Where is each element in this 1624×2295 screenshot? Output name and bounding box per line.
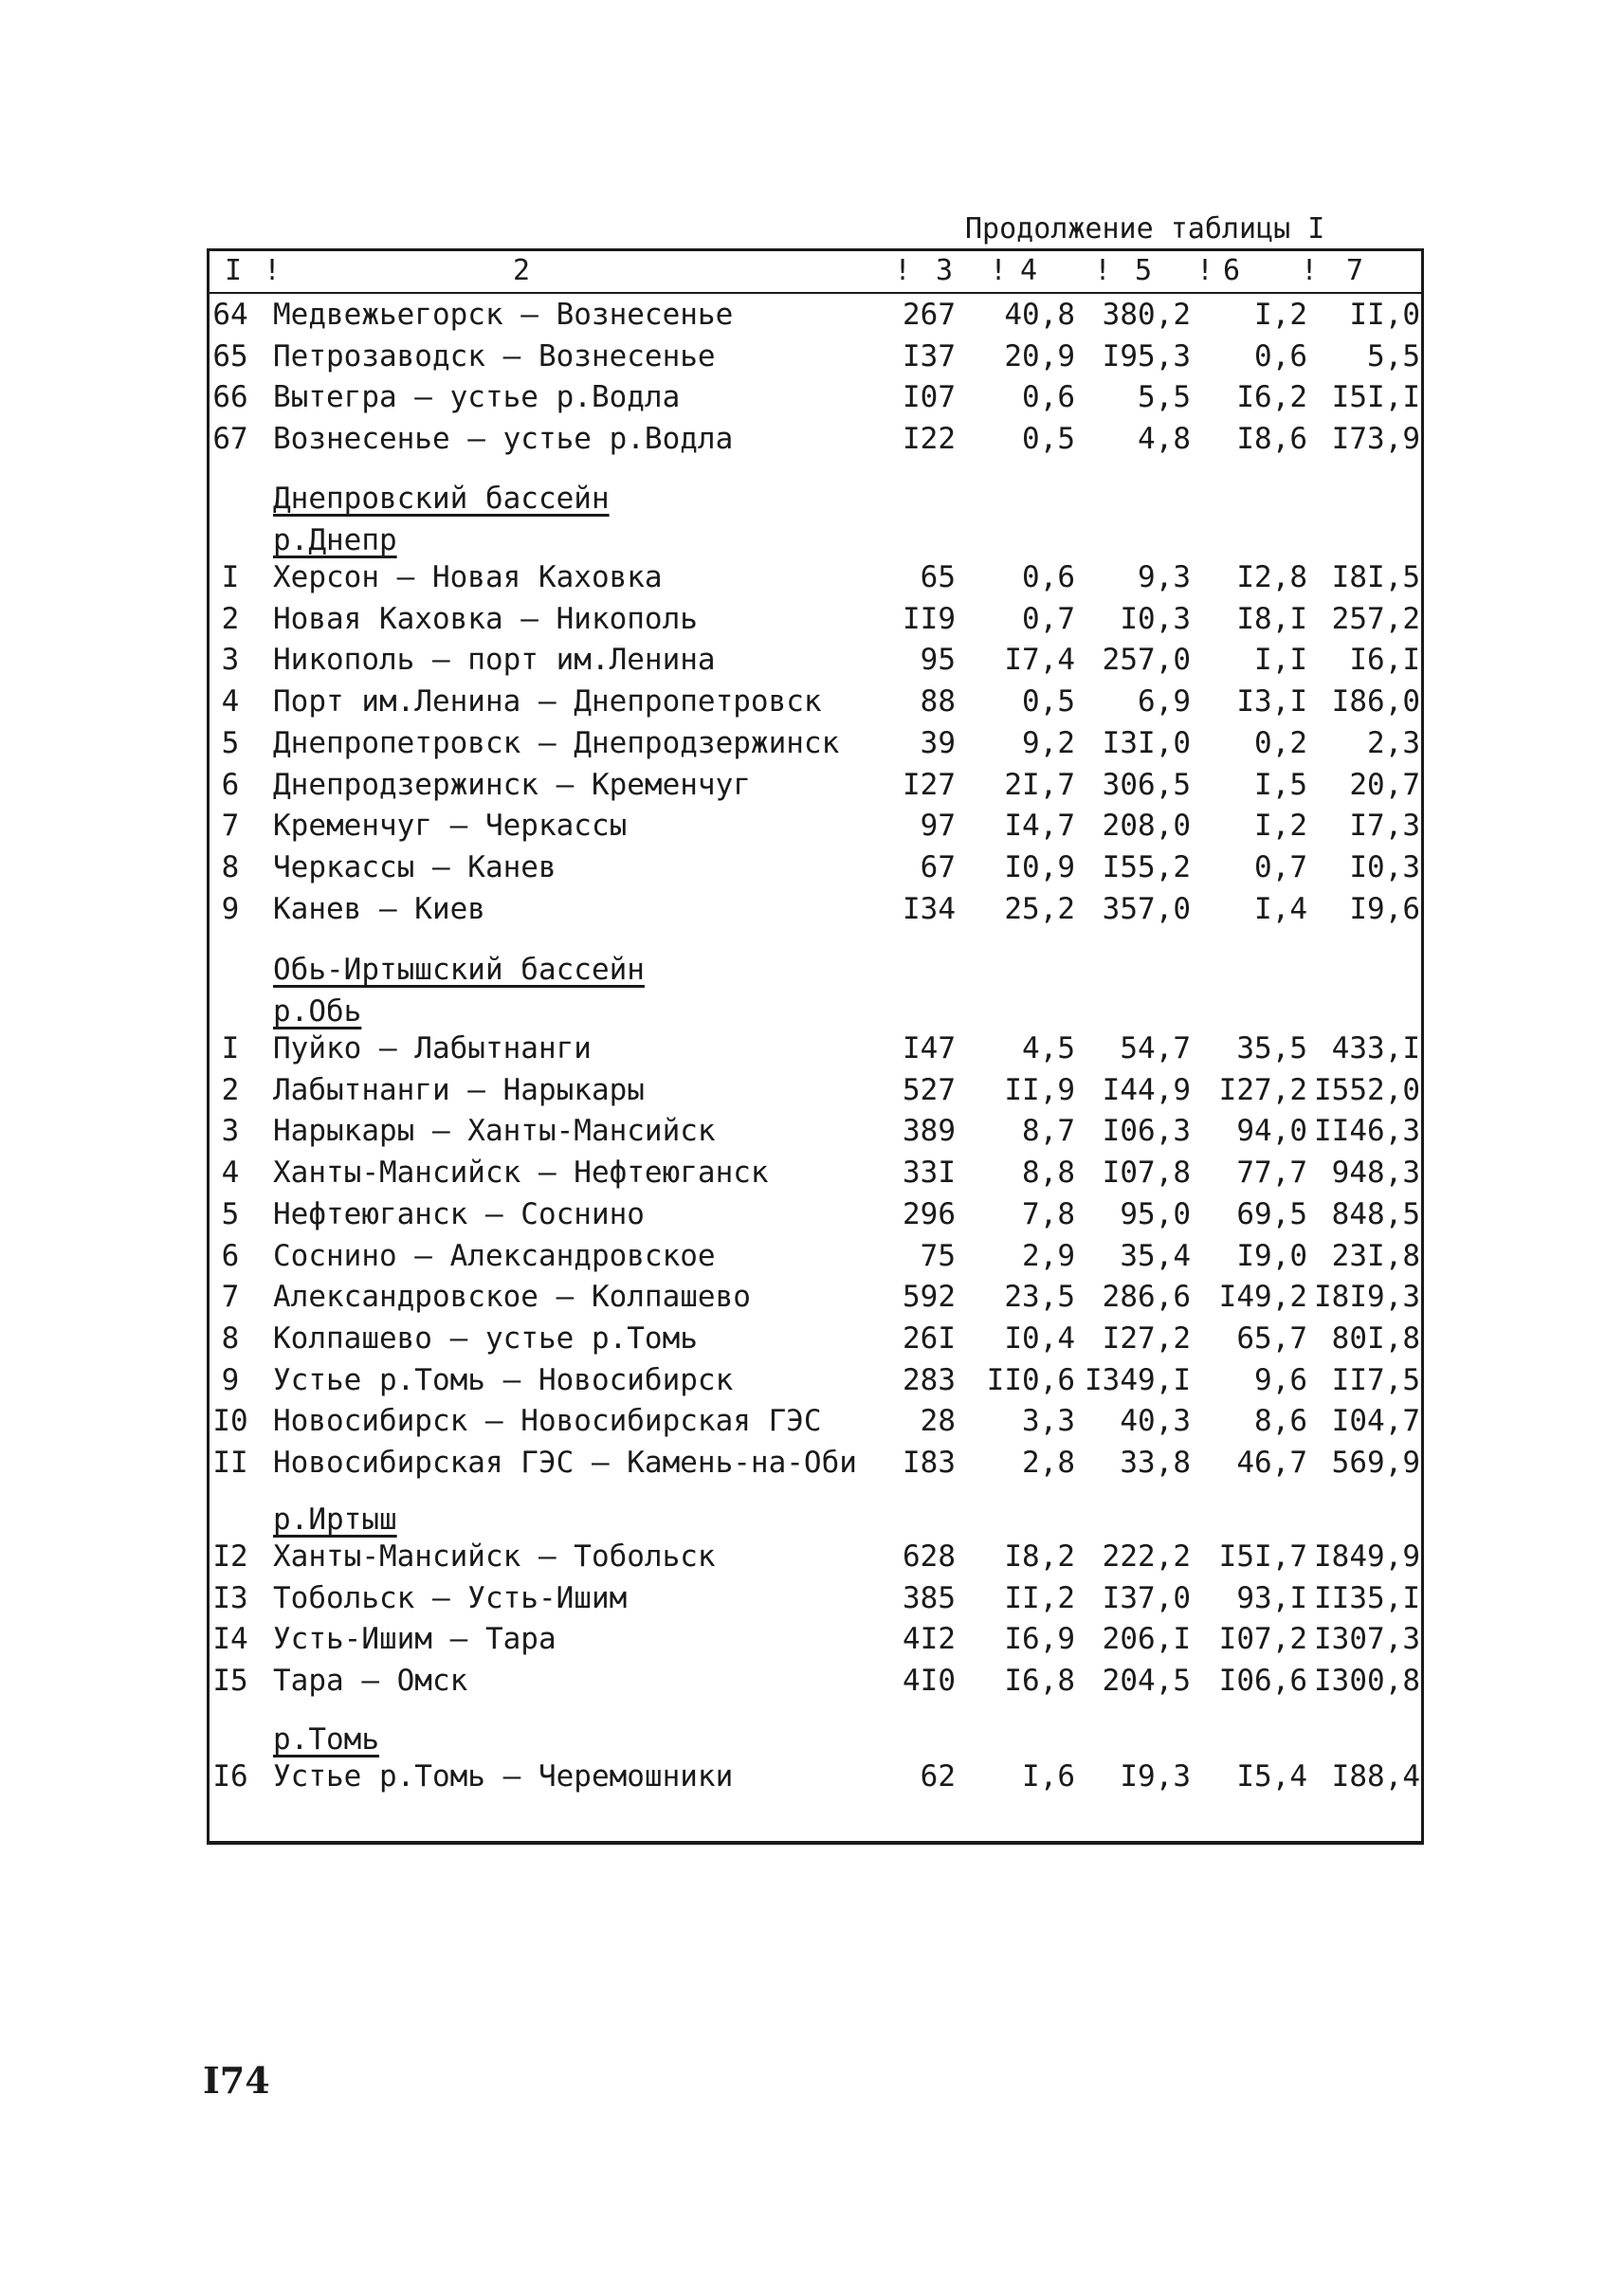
route-name: Днепропетровск – Днепродзержинск <box>273 725 840 760</box>
route-name: Лабытнанги – Нарыкары <box>273 1072 645 1107</box>
cell-col-6: I5,4 <box>1236 1759 1307 1794</box>
cell-col-3: II9 <box>903 601 956 636</box>
route-name: Херсон – Новая Каховка <box>273 560 663 594</box>
section-heading: р.Обь <box>273 994 362 1029</box>
cell-col-7: I86,0 <box>1331 684 1420 719</box>
cell-col-5: 257,0 <box>1102 643 1191 678</box>
route-name: Устье р.Томь – Новосибирск <box>273 1362 734 1397</box>
cell-col-7: II46,3 <box>1314 1114 1420 1149</box>
table-row <box>207 339 1424 377</box>
cell-col-5: I9,3 <box>1120 1759 1191 1794</box>
route-name: Канев – Киев <box>273 891 485 926</box>
cell-col-7: 80I,8 <box>1331 1321 1420 1356</box>
header-col-3: 3 <box>936 254 954 287</box>
row-number: 3 <box>221 643 240 678</box>
cell-col-5: 206,I <box>1102 1622 1191 1657</box>
table-row <box>207 380 1424 418</box>
cell-col-7: 848,5 <box>1331 1196 1420 1231</box>
row-number: 5 <box>221 1196 240 1231</box>
cell-col-5: I37,0 <box>1102 1580 1191 1615</box>
cell-col-6: I,2 <box>1254 298 1307 332</box>
cell-col-3: 95 <box>920 643 956 678</box>
table-row <box>207 1759 1424 1797</box>
cell-col-6: I,5 <box>1254 767 1307 802</box>
header-col-1: I <box>225 254 243 287</box>
cell-col-3: 62 <box>920 1759 956 1794</box>
table-row <box>207 422 1424 460</box>
cell-col-6: I49,2 <box>1218 1280 1307 1315</box>
cell-col-7: I73,9 <box>1331 422 1420 457</box>
row-number: 67 <box>212 422 248 457</box>
route-name: Никополь – порт им.Ленина <box>273 643 716 678</box>
table-row <box>207 809 1424 847</box>
cell-col-7: I8I,5 <box>1331 560 1420 594</box>
cell-col-5: 357,0 <box>1102 891 1191 926</box>
cell-col-3: 75 <box>920 1238 956 1273</box>
cell-col-3: 267 <box>903 298 956 332</box>
cell-col-5: 54,7 <box>1120 1031 1191 1066</box>
cell-col-6: 8,6 <box>1254 1404 1307 1439</box>
table-row <box>207 1197 1424 1235</box>
row-number: I <box>221 1031 240 1066</box>
cell-col-5: I06,3 <box>1102 1114 1191 1149</box>
route-name: Пуйко – Лабытнанги <box>273 1031 592 1066</box>
cell-col-3: 4I0 <box>903 1664 956 1699</box>
row-number: 4 <box>221 1156 240 1191</box>
table-row <box>207 1539 1424 1577</box>
cell-col-5: 33,8 <box>1120 1446 1191 1480</box>
row-number: 6 <box>221 1238 240 1273</box>
table-row <box>207 1446 1424 1484</box>
row-number: 5 <box>221 725 240 760</box>
cell-col-6: I9,0 <box>1236 1238 1307 1273</box>
cell-col-7: I0,3 <box>1349 849 1420 884</box>
cell-col-5: 208,0 <box>1102 809 1191 844</box>
cell-col-3: I37 <box>903 338 956 373</box>
row-number: 3 <box>221 1114 240 1149</box>
cell-col-3: 33I <box>903 1156 956 1191</box>
route-name: Ханты-Мансийск – Тобольск <box>273 1539 716 1574</box>
row-number: I4 <box>212 1622 248 1657</box>
route-name: Кременчуг – Черкассы <box>273 809 628 844</box>
row-number: 4 <box>221 684 240 719</box>
row-number: 2 <box>221 601 240 636</box>
cell-col-6: 35,5 <box>1236 1031 1307 1066</box>
table-caption: Продолжение таблицы I <box>965 212 1325 246</box>
cell-col-7: I04,7 <box>1331 1404 1420 1439</box>
row-number: I <box>221 560 240 594</box>
cell-col-7: 569,9 <box>1331 1446 1420 1480</box>
cell-col-4: I6,9 <box>1004 1622 1075 1657</box>
cell-col-3: I47 <box>903 1031 956 1066</box>
route-name: Черкассы – Канев <box>273 849 557 884</box>
header-separator: ! <box>1196 254 1214 287</box>
cell-col-6: 65,7 <box>1236 1321 1307 1356</box>
cell-col-4: 0,6 <box>1022 560 1075 594</box>
cell-col-5: I349,I <box>1085 1362 1191 1397</box>
route-name: Нарыкары – Ханты-Мансийск <box>273 1114 716 1149</box>
cell-col-3: 527 <box>903 1072 956 1107</box>
row-number: 66 <box>212 380 248 415</box>
cell-col-6: 77,7 <box>1236 1156 1307 1191</box>
cell-col-3: 4I2 <box>903 1622 956 1657</box>
table-row <box>207 1031 1424 1069</box>
cell-col-4: 0,5 <box>1022 684 1075 719</box>
cell-col-7: I7,3 <box>1349 809 1420 844</box>
cell-col-5: 95,0 <box>1120 1196 1191 1231</box>
cell-col-6: 69,5 <box>1236 1196 1307 1231</box>
table-row <box>207 892 1424 930</box>
cell-col-3: 283 <box>903 1362 956 1397</box>
cell-col-3: I22 <box>903 422 956 457</box>
cell-col-7: I9,6 <box>1349 891 1420 926</box>
cell-col-4: 4,5 <box>1022 1031 1075 1066</box>
cell-col-6: 94,0 <box>1236 1114 1307 1149</box>
cell-col-3: 97 <box>920 809 956 844</box>
route-name: Колпашево – устье р.Томь <box>273 1321 698 1356</box>
table-row <box>207 1280 1424 1318</box>
table-row <box>207 1114 1424 1152</box>
cell-col-6: 0,6 <box>1254 338 1307 373</box>
cell-col-5: I44,9 <box>1102 1072 1191 1107</box>
page-number: I74 <box>203 2059 270 2102</box>
cell-col-5: 35,4 <box>1120 1238 1191 1273</box>
route-name: Александровское – Колпашево <box>273 1280 751 1315</box>
cell-col-3: I83 <box>903 1446 956 1480</box>
cell-col-4: 9,2 <box>1022 725 1075 760</box>
cell-col-7: I88,4 <box>1331 1759 1420 1794</box>
route-name: Устье р.Томь – Черемошники <box>273 1759 734 1794</box>
cell-col-4: 2,8 <box>1022 1446 1075 1480</box>
cell-col-4: I0,9 <box>1004 849 1075 884</box>
cell-col-5: I27,2 <box>1102 1321 1191 1356</box>
cell-col-7: 433,I <box>1331 1031 1420 1066</box>
cell-col-4: I0,4 <box>1004 1321 1075 1356</box>
cell-col-3: 39 <box>920 725 956 760</box>
row-number: 8 <box>221 1321 240 1356</box>
cell-col-7: II,0 <box>1349 298 1420 332</box>
cell-col-4: 0,7 <box>1022 601 1075 636</box>
table-row <box>207 1073 1424 1111</box>
cell-col-3: 28 <box>920 1404 956 1439</box>
cell-col-3: 67 <box>920 849 956 884</box>
route-name: Днепродзержинск – Кременчуг <box>273 767 751 802</box>
header-separator: ! <box>894 254 912 287</box>
cell-col-5: 9,3 <box>1138 560 1191 594</box>
cell-col-3: 592 <box>903 1280 956 1315</box>
cell-col-4: II,9 <box>1004 1072 1075 1107</box>
cell-col-6: I,4 <box>1254 891 1307 926</box>
cell-col-5: 306,5 <box>1102 767 1191 802</box>
cell-col-4: II,2 <box>1004 1580 1075 1615</box>
cell-col-5: 40,3 <box>1120 1404 1191 1439</box>
row-number: 65 <box>212 338 248 373</box>
cell-col-7: 948,3 <box>1331 1156 1420 1191</box>
table-row <box>207 1363 1424 1401</box>
cell-col-4: 0,5 <box>1022 422 1075 457</box>
cell-col-7: I6,I <box>1349 643 1420 678</box>
route-name: Тобольск – Усть-Ишим <box>273 1580 628 1615</box>
cell-col-6: 9,6 <box>1254 1362 1307 1397</box>
table-row <box>207 1239 1424 1277</box>
row-number: I2 <box>212 1539 248 1574</box>
route-name: Новосибирск – Новосибирская ГЭС <box>273 1404 822 1439</box>
cell-col-7: I849,9 <box>1314 1539 1420 1574</box>
table-row <box>207 1581 1424 1619</box>
cell-col-4: I,6 <box>1022 1759 1075 1794</box>
section-heading: р.Днепр <box>273 523 397 557</box>
cell-col-4: 8,8 <box>1022 1156 1075 1191</box>
cell-col-5: 4,8 <box>1138 422 1191 457</box>
section-heading: р.Иртыш <box>273 1503 397 1537</box>
table-row <box>207 298 1424 336</box>
cell-col-5: 222,2 <box>1102 1539 1191 1574</box>
cell-col-5: 204,5 <box>1102 1664 1191 1699</box>
cell-col-5: I95,3 <box>1102 338 1191 373</box>
row-number: 8 <box>221 849 240 884</box>
header-rule <box>207 292 1424 294</box>
header-col-5: 5 <box>1135 254 1153 287</box>
cell-col-5: 6,9 <box>1138 684 1191 719</box>
row-number: 7 <box>221 809 240 844</box>
route-name: Нефтеюганск – Соснино <box>273 1196 645 1231</box>
cell-col-4: 2,9 <box>1022 1238 1075 1273</box>
table-row <box>207 768 1424 806</box>
table-row <box>207 726 1424 764</box>
table-row <box>207 560 1424 598</box>
row-number: 64 <box>212 298 248 332</box>
row-number: I3 <box>212 1580 248 1615</box>
section-heading: Обь-Иртышский бассейн <box>273 953 645 987</box>
row-number: 7 <box>221 1280 240 1315</box>
cell-col-4: 8,7 <box>1022 1114 1075 1149</box>
cell-col-7: 20,7 <box>1349 767 1420 802</box>
cell-col-4: II0,6 <box>986 1362 1075 1397</box>
row-number: 6 <box>221 767 240 802</box>
cell-col-7: I300,8 <box>1314 1664 1420 1699</box>
row-number: 2 <box>221 1072 240 1107</box>
header-col-7: 7 <box>1346 254 1364 287</box>
table-row <box>207 1404 1424 1442</box>
cell-col-6: I,2 <box>1254 809 1307 844</box>
row-number: I6 <box>212 1759 248 1794</box>
table-row <box>207 1321 1424 1359</box>
header-col-6: 6 <box>1223 254 1241 287</box>
route-name: Тара – Омск <box>273 1664 468 1699</box>
cell-col-5: I0,3 <box>1120 601 1191 636</box>
cell-col-4: 23,5 <box>1004 1280 1075 1315</box>
cell-col-3: 385 <box>903 1580 956 1615</box>
header-separator: ! <box>1301 254 1319 287</box>
cell-col-6: 0,2 <box>1254 725 1307 760</box>
table-row <box>207 850 1424 888</box>
cell-col-4: 3,3 <box>1022 1404 1075 1439</box>
cell-col-6: I,I <box>1254 643 1307 678</box>
cell-col-5: I55,2 <box>1102 849 1191 884</box>
route-name: Вознесенье – устье р.Водла <box>273 422 734 457</box>
cell-col-7: 5,5 <box>1367 338 1420 373</box>
cell-col-3: I07 <box>903 380 956 415</box>
cell-col-3: I34 <box>903 891 956 926</box>
route-name: Новая Каховка – Никополь <box>273 601 698 636</box>
cell-col-6: I8,I <box>1236 601 1307 636</box>
cell-col-7: 23I,8 <box>1331 1238 1420 1273</box>
header-col-4: 4 <box>1020 254 1038 287</box>
section-heading: р.Томь <box>273 1722 379 1757</box>
cell-col-6: I27,2 <box>1218 1072 1307 1107</box>
table-row <box>207 684 1424 722</box>
cell-col-7: I8I9,3 <box>1314 1280 1420 1315</box>
cell-col-6: I2,8 <box>1236 560 1307 594</box>
cell-col-4: 2I,7 <box>1004 767 1075 802</box>
cell-col-7: II35,I <box>1314 1580 1420 1615</box>
cell-col-4: I8,2 <box>1004 1539 1075 1574</box>
cell-col-3: 88 <box>920 684 956 719</box>
cell-col-7: II7,5 <box>1331 1362 1420 1397</box>
cell-col-5: 286,6 <box>1102 1280 1191 1315</box>
row-number: 9 <box>221 891 240 926</box>
row-number: I0 <box>212 1404 248 1439</box>
section-heading: Днепровский бассейн <box>273 482 610 516</box>
route-name: Порт им.Ленина – Днепропетровск <box>273 684 822 719</box>
route-name: Вытегра – устье р.Водла <box>273 380 681 415</box>
cell-col-5: 380,2 <box>1102 298 1191 332</box>
table-row <box>207 1664 1424 1702</box>
cell-col-4: I6,8 <box>1004 1664 1075 1699</box>
cell-col-6: I8,6 <box>1236 422 1307 457</box>
cell-col-7: 257,2 <box>1331 601 1420 636</box>
route-name: Новосибирская ГЭС – Камень-на-Оби <box>273 1446 857 1480</box>
cell-col-6: I6,2 <box>1236 380 1307 415</box>
cell-col-4: 40,8 <box>1004 298 1075 332</box>
cell-col-3: 389 <box>903 1114 956 1149</box>
cell-col-3: 628 <box>903 1539 956 1574</box>
cell-col-4: I7,4 <box>1004 643 1075 678</box>
cell-col-7: I307,3 <box>1314 1622 1420 1657</box>
header-separator: ! <box>264 254 282 287</box>
cell-col-4: 20,9 <box>1004 338 1075 373</box>
table-row <box>207 1156 1424 1193</box>
cell-col-7: I552,0 <box>1314 1072 1420 1107</box>
route-name: Медвежьегорск – Вознесенье <box>273 298 734 332</box>
row-number: 9 <box>221 1362 240 1397</box>
cell-col-4: 25,2 <box>1004 891 1075 926</box>
route-name: Усть-Ишим – Тара <box>273 1622 557 1657</box>
cell-col-7: I5I,I <box>1331 380 1420 415</box>
cell-col-5: I3I,0 <box>1102 725 1191 760</box>
cell-col-5: I07,8 <box>1102 1156 1191 1191</box>
row-number: II <box>212 1446 248 1480</box>
cell-col-6: 46,7 <box>1236 1446 1307 1480</box>
route-name: Петрозаводск – Вознесенье <box>273 338 716 373</box>
cell-col-3: 26I <box>903 1321 956 1356</box>
header-col-2: 2 <box>513 254 531 287</box>
cell-col-6: 0,7 <box>1254 849 1307 884</box>
row-number: I5 <box>212 1664 248 1699</box>
cell-col-4: 7,8 <box>1022 1196 1075 1231</box>
cell-col-4: I4,7 <box>1004 809 1075 844</box>
cell-col-6: 93,I <box>1236 1580 1307 1615</box>
header-separator: ! <box>990 254 1008 287</box>
cell-col-7: 2,3 <box>1367 725 1420 760</box>
cell-col-6: I07,2 <box>1218 1622 1307 1657</box>
table-row <box>207 643 1424 681</box>
cell-col-6: I3,I <box>1236 684 1307 719</box>
header-separator: ! <box>1094 254 1112 287</box>
route-name: Соснино – Александровское <box>273 1238 716 1273</box>
cell-col-3: 65 <box>920 560 956 594</box>
table-row <box>207 1622 1424 1660</box>
route-name: Ханты-Мансийск – Нефтеюганск <box>273 1156 769 1191</box>
cell-col-4: 0,6 <box>1022 380 1075 415</box>
table-row <box>207 602 1424 640</box>
cell-col-3: 296 <box>903 1196 956 1231</box>
cell-col-3: I27 <box>903 767 956 802</box>
cell-col-5: 5,5 <box>1138 380 1191 415</box>
cell-col-6: I5I,7 <box>1218 1539 1307 1574</box>
cell-col-6: I06,6 <box>1218 1664 1307 1699</box>
